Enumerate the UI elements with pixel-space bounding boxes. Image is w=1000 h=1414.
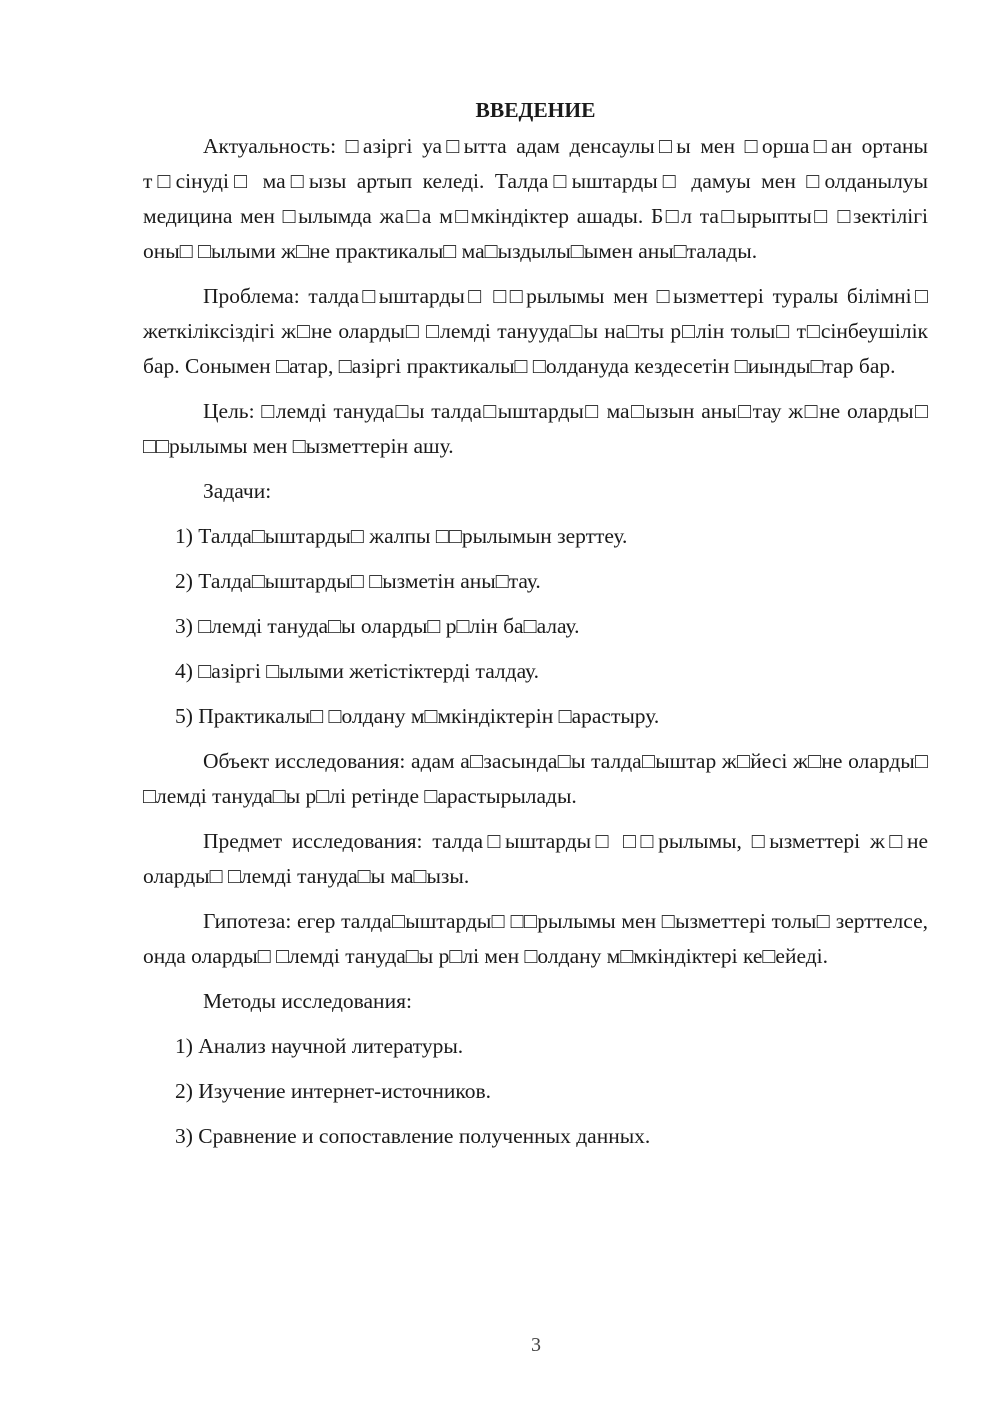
task-item: 5) Практикалы□ □олдану м□мкіндіктерін □арастыру. xyxy=(175,704,660,728)
subject-paragraph: Предмет исследования: талда□ыштарды□ □□рылымы, □ызметтері ж□не оларды□ □лемді тануда□ы ма□ызы. xyxy=(143,829,928,888)
task-item: 2) Талда□ыштарды□ □ызметін аны□тау. xyxy=(175,569,541,593)
goal-paragraph: Цель: □лемді тануда□ы талда□ыштарды□ ма□ызын аны□тау ж□не оларды□ □□рылымы мен □ызметтерін ашу. xyxy=(143,399,928,458)
methods-heading: Методы исследования: xyxy=(203,989,412,1013)
page-title: ВВЕДЕНИЕ xyxy=(475,98,596,122)
hypothesis-paragraph: Гипотеза: егер талда□ыштарды□ □□рылымы мен □ызметтері толы□ зерттелсе, онда оларды□ □лемді тануда□ы р□лі мен □олдану м□мкіндіктері ке□ейеді. xyxy=(143,909,928,968)
object-paragraph: Объект исследования: адам а□засында□ы талда□ыштар ж□йесі ж□не оларды□ □лемді тануда□ы р□лі ретінде □арастырылады. xyxy=(143,749,928,808)
tasks-heading: Задачи: xyxy=(203,479,272,503)
relevance-paragraph: Актуальность: □азіргі уа□ытта адам денсаулы□ы мен □орша□ан ортаны т□сінуді□ ма□ызы артып келеді. Талда□ыштарды□ дамуы мен □олданылуы медицина мен □ылымда жа□а м□мкіндіктер ашады. Б□л та□ырыпты□ □зектілігі оны□ □ылыми ж□не практикалы□ ма□ыздылы□ымен аны□талады. xyxy=(143,134,928,263)
task-item: 3) □лемді тануда□ы оларды□ р□лін ба□алау. xyxy=(175,614,580,638)
method-item: 1) Анализ научной литературы. xyxy=(175,1034,464,1058)
method-item: 3) Сравнение и сопоставление полученных данных. xyxy=(175,1124,651,1148)
page-content xyxy=(143,95,928,1164)
problem-paragraph: Проблема: талда□ыштарды□ □□рылымы мен □ызметтері туралы білімні□ жеткіліксіздігі ж□не оларды□ □лемді танууда□ы на□ты р□лін толы□ т□сінбеушілік бар. Сонымен □атар, □азіргі практикалы□ □олдануда кездесетін □иынды□тар бар. xyxy=(143,284,928,378)
task-item: 1) Талда□ыштарды□ жалпы □□рылымын зерттеу. xyxy=(175,524,628,548)
task-item: 4) □азіргі □ылыми жетістіктерді талдау. xyxy=(175,659,540,683)
page-number: 3 xyxy=(531,1334,541,1356)
method-item: 2) Изучение интернет-источников. xyxy=(175,1079,492,1103)
